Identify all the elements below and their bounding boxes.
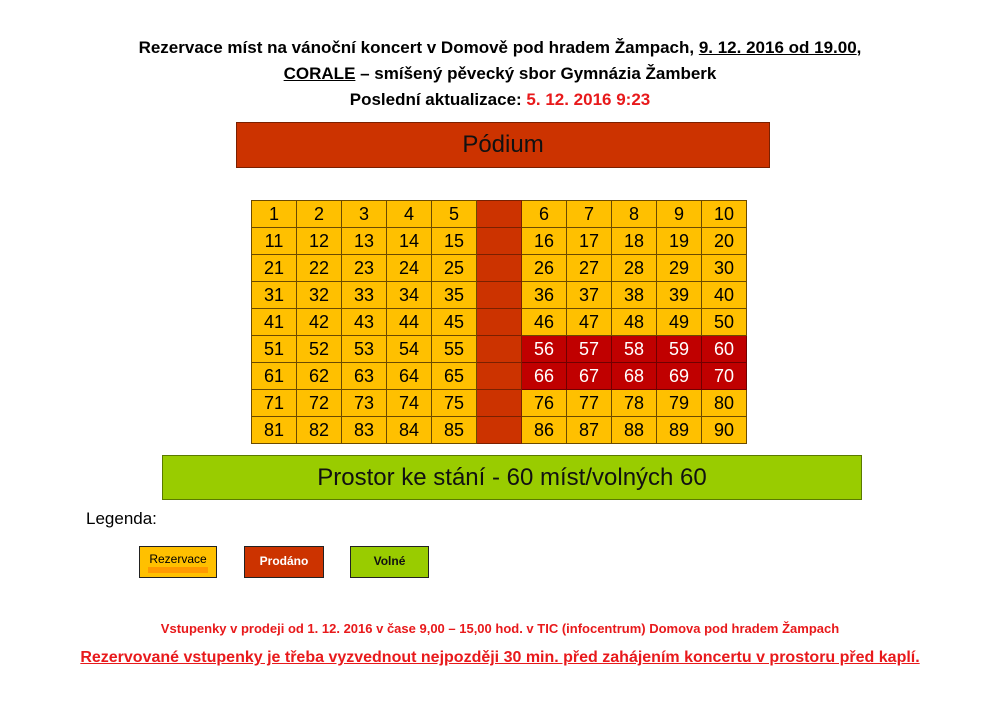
last-update-label: Poslední aktualizace:	[349, 90, 527, 109]
seat-sold[interactable]: 66	[522, 363, 567, 390]
seat-available[interactable]: 41	[252, 309, 297, 336]
seat-row	[252, 255, 747, 282]
seat-available[interactable]: 65	[432, 363, 477, 390]
seat-available[interactable]: 81	[252, 417, 297, 444]
seat-available[interactable]: 5	[432, 201, 477, 228]
legend-reserved-label: Rezervace	[149, 552, 207, 566]
seat-available[interactable]: 64	[387, 363, 432, 390]
seat-available[interactable]: 19	[657, 228, 702, 255]
seat-available[interactable]: 37	[567, 282, 612, 309]
seat-available[interactable]: 4	[387, 201, 432, 228]
seat-available[interactable]: 48	[612, 309, 657, 336]
seat-available[interactable]: 63	[342, 363, 387, 390]
seat-available[interactable]: 52	[297, 336, 342, 363]
last-update	[0, 90, 1000, 110]
seat-available[interactable]: 83	[342, 417, 387, 444]
seat-available[interactable]: 22	[297, 255, 342, 282]
title-line-1	[0, 38, 1000, 58]
seat-available[interactable]: 10	[702, 201, 747, 228]
seat-available[interactable]: 1	[252, 201, 297, 228]
sales-info: Vstupenky v prodeji od 1. 12. 2016 v čase 9,00 – 15,00 hod. v TIC (infocentrum) Domova pod hradem Žampach	[160, 621, 840, 636]
seat-available[interactable]: 12	[297, 228, 342, 255]
seat-available[interactable]: 29	[657, 255, 702, 282]
aisle	[477, 255, 522, 282]
seat-available[interactable]: 49	[657, 309, 702, 336]
seat-row	[252, 309, 747, 336]
seat-available[interactable]: 24	[387, 255, 432, 282]
aisle	[477, 282, 522, 309]
seat-available[interactable]: 35	[432, 282, 477, 309]
choir-name: CORALE	[283, 64, 356, 83]
seat-available[interactable]: 79	[657, 390, 702, 417]
legend-free: Volné	[350, 546, 429, 578]
seat-sold[interactable]: 58	[612, 336, 657, 363]
seat-available[interactable]: 50	[702, 309, 747, 336]
seat-available[interactable]: 7	[567, 201, 612, 228]
seat-sold[interactable]: 60	[702, 336, 747, 363]
concert-date: 9. 12. 2016 od 19.00	[698, 38, 857, 57]
aisle	[477, 417, 522, 444]
title-text: Rezervace míst na vánoční koncert v Domově pod hradem Žampach,	[138, 38, 699, 57]
seat-available[interactable]: 89	[657, 417, 702, 444]
seat-available[interactable]: 15	[432, 228, 477, 255]
seat-available[interactable]: 42	[297, 309, 342, 336]
seat-available[interactable]: 88	[612, 417, 657, 444]
seat-available[interactable]: 82	[297, 417, 342, 444]
seat-available[interactable]: 55	[432, 336, 477, 363]
legend-title: Legenda:	[86, 509, 157, 528]
seat-available[interactable]: 47	[567, 309, 612, 336]
title-comma: ,	[856, 38, 862, 57]
seat-sold[interactable]: 57	[567, 336, 612, 363]
seat-available[interactable]: 31	[252, 282, 297, 309]
seat-sold[interactable]: 67	[567, 363, 612, 390]
standing-area: Prostor ke stání - 60 míst/volných 60	[162, 455, 862, 500]
seat-available[interactable]: 38	[612, 282, 657, 309]
seat-available[interactable]: 72	[297, 390, 342, 417]
seat-available[interactable]: 26	[522, 255, 567, 282]
seat-available[interactable]: 30	[702, 255, 747, 282]
seat-available[interactable]: 85	[432, 417, 477, 444]
seat-available[interactable]: 73	[342, 390, 387, 417]
seat-available[interactable]: 54	[387, 336, 432, 363]
seat-available[interactable]: 39	[657, 282, 702, 309]
podium: Pódium	[236, 122, 770, 168]
seat-available[interactable]: 80	[702, 390, 747, 417]
seat-available[interactable]: 23	[342, 255, 387, 282]
legend-reserved	[139, 546, 217, 578]
seat-available[interactable]: 90	[702, 417, 747, 444]
seat-available[interactable]: 21	[252, 255, 297, 282]
seat-available[interactable]: 33	[342, 282, 387, 309]
seat-available[interactable]: 45	[432, 309, 477, 336]
seat-available[interactable]: 78	[612, 390, 657, 417]
seat-available[interactable]: 3	[342, 201, 387, 228]
seat-available[interactable]: 14	[387, 228, 432, 255]
seat-available[interactable]: 11	[252, 228, 297, 255]
aisle	[477, 336, 522, 363]
seat-available[interactable]: 8	[612, 201, 657, 228]
seat-available[interactable]: 20	[702, 228, 747, 255]
seat-available[interactable]: 40	[702, 282, 747, 309]
seat-sold[interactable]: 70	[702, 363, 747, 390]
seat-row	[252, 282, 747, 309]
seat-available[interactable]: 74	[387, 390, 432, 417]
seat-row	[252, 336, 747, 363]
seat-available[interactable]: 9	[657, 201, 702, 228]
seat-row	[252, 417, 747, 444]
seat-available[interactable]: 2	[297, 201, 342, 228]
seat-available[interactable]: 53	[342, 336, 387, 363]
seat-available[interactable]: 61	[252, 363, 297, 390]
seat-available[interactable]: 84	[387, 417, 432, 444]
seat-available[interactable]: 71	[252, 390, 297, 417]
last-update-value: 5. 12. 2016 9:23	[526, 90, 651, 109]
seat-available[interactable]: 62	[297, 363, 342, 390]
seat-sold[interactable]: 68	[612, 363, 657, 390]
seat-available[interactable]: 86	[522, 417, 567, 444]
title-line-2	[0, 64, 1000, 84]
pickup-notice: Rezervované vstupenky je třeba vyzvednout nejpozději 30 min. před zahájením koncertu v prostoru před kaplí.	[80, 649, 920, 666]
seat-available[interactable]: 6	[522, 201, 567, 228]
aisle	[477, 228, 522, 255]
seat-sold[interactable]: 59	[657, 336, 702, 363]
seat-sold[interactable]: 69	[657, 363, 702, 390]
seat-available[interactable]: 77	[567, 390, 612, 417]
seat-available[interactable]: 32	[297, 282, 342, 309]
seat-available[interactable]: 27	[567, 255, 612, 282]
seat-sold[interactable]: 56	[522, 336, 567, 363]
choir-description: – smíšený pěvecký sbor Gymnázia Žamberk	[355, 64, 717, 83]
seat-available[interactable]: 46	[522, 309, 567, 336]
aisle	[477, 309, 522, 336]
seat-available[interactable]: 17	[567, 228, 612, 255]
seat-available[interactable]: 75	[432, 390, 477, 417]
seat-row	[252, 390, 747, 417]
seat-available[interactable]: 87	[567, 417, 612, 444]
seat-row	[252, 201, 747, 228]
seat-available[interactable]: 36	[522, 282, 567, 309]
seat-available[interactable]: 44	[387, 309, 432, 336]
seating-grid	[251, 200, 747, 444]
seat-available[interactable]: 76	[522, 390, 567, 417]
seat-available[interactable]: 25	[432, 255, 477, 282]
seat-available[interactable]: 16	[522, 228, 567, 255]
seat-available[interactable]: 28	[612, 255, 657, 282]
aisle	[477, 363, 522, 390]
seat-available[interactable]: 43	[342, 309, 387, 336]
seat-available[interactable]: 51	[252, 336, 297, 363]
seat-row	[252, 228, 747, 255]
seat-available[interactable]: 13	[342, 228, 387, 255]
aisle	[477, 390, 522, 417]
seat-row	[252, 363, 747, 390]
aisle	[477, 201, 522, 228]
legend-sold: Prodáno	[244, 546, 324, 578]
legend-reserved-mark	[148, 567, 208, 573]
seat-available[interactable]: 34	[387, 282, 432, 309]
seat-available[interactable]: 18	[612, 228, 657, 255]
